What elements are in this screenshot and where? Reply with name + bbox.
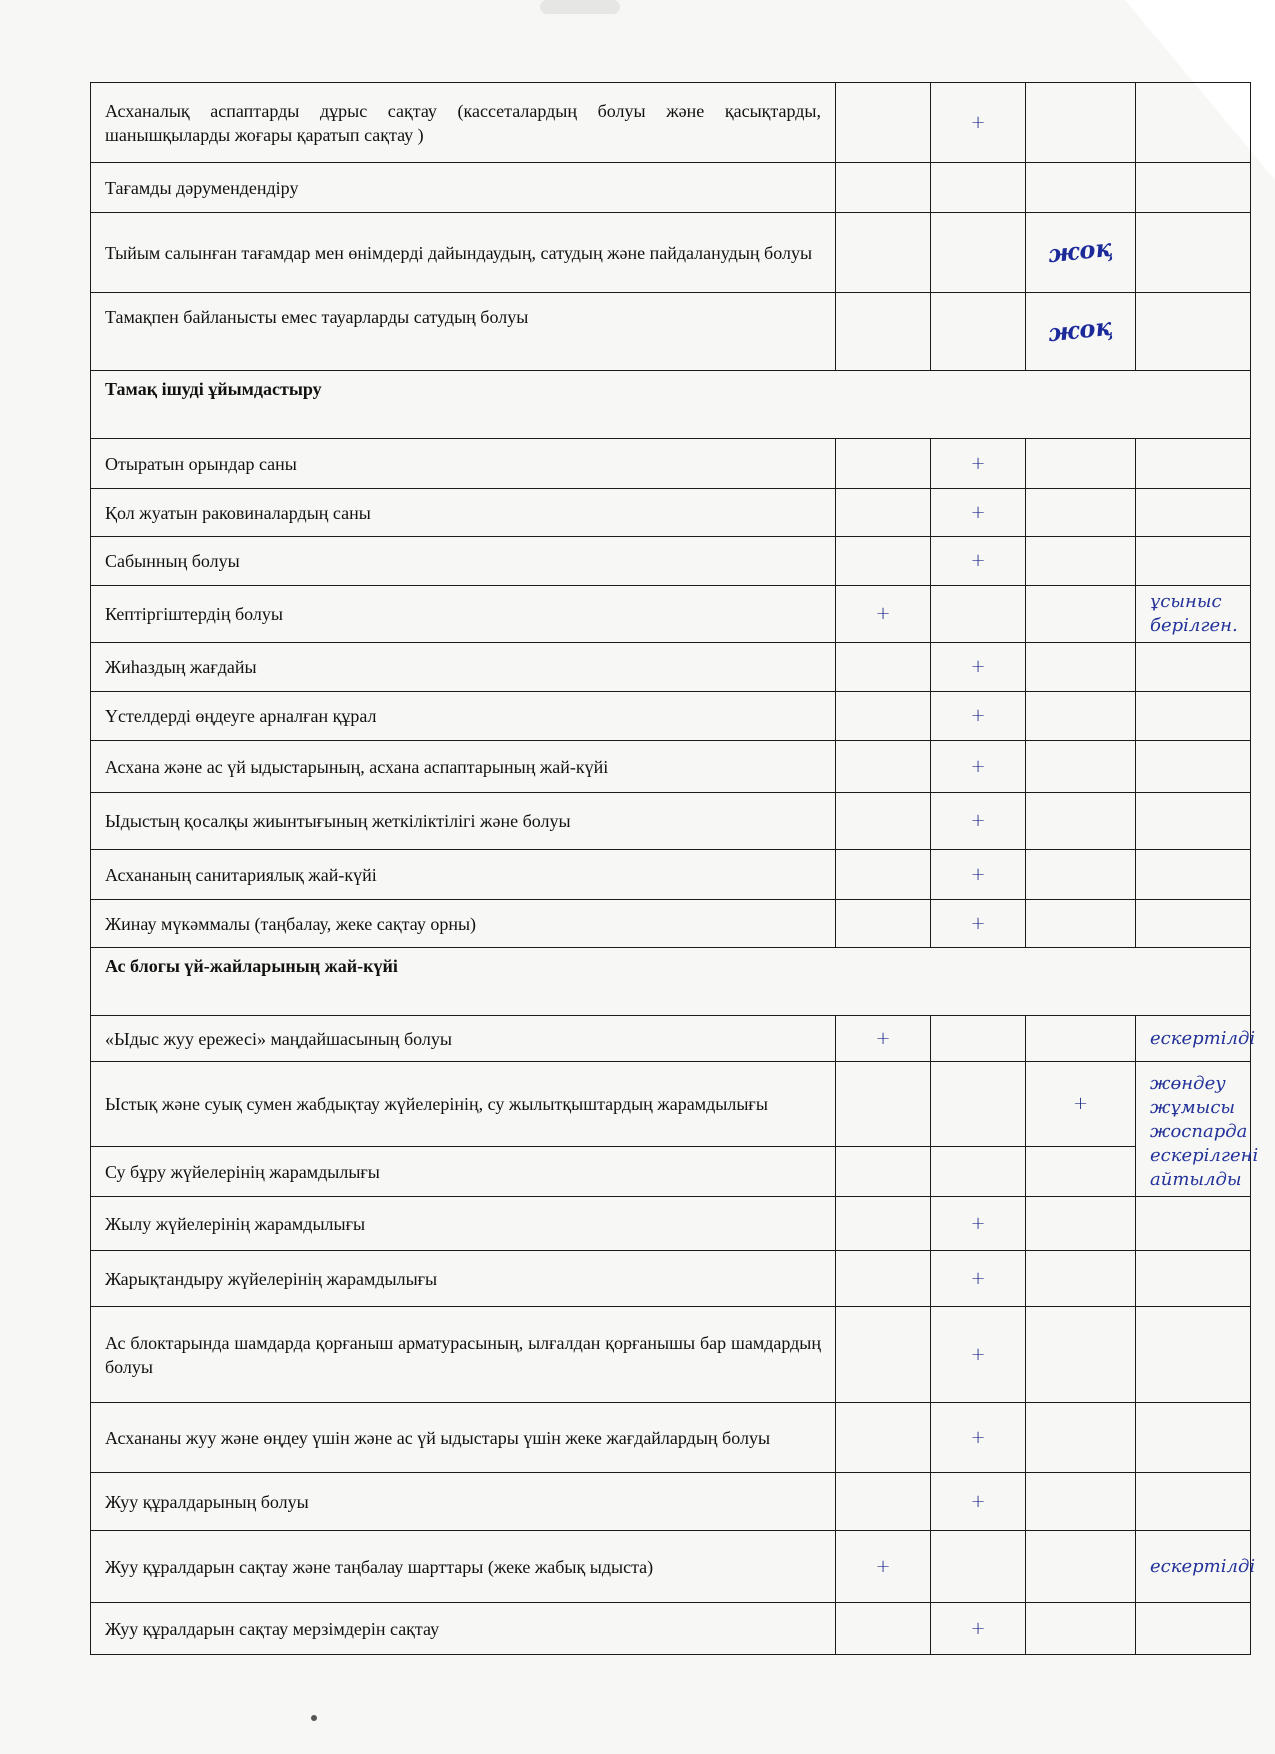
note-cell [1136, 1307, 1251, 1403]
mark-cell-2 [931, 293, 1026, 371]
mark-cell-1 [836, 1062, 931, 1147]
mark-cell-2 [931, 1016, 1026, 1062]
table-row [91, 1603, 1251, 1655]
table-row [91, 213, 1251, 293]
mark-cell-3 [1026, 692, 1136, 741]
table-row [91, 741, 1251, 793]
note-cell [1136, 537, 1251, 586]
criterion-text: Асхананың санитариялық жай-күйі [91, 850, 836, 900]
note-cell [1136, 293, 1251, 371]
mark-cell-2: + [931, 692, 1026, 741]
mark-cell-3 [1026, 439, 1136, 489]
mark-cell-3 [1026, 1251, 1136, 1307]
mark-cell-2: + [931, 439, 1026, 489]
mark-cell-1 [836, 900, 931, 948]
criterion-text: Асхананы жуу және өңдеу үшін және ас үй ыдыстары үшін жеке жағдайлардың болуы [91, 1403, 836, 1473]
note-cell [1136, 900, 1251, 948]
mark-cell-3 [1026, 793, 1136, 850]
mark-cell-2 [931, 586, 1026, 643]
mark-cell-1 [836, 489, 931, 537]
criterion-text: Ас блоктарында шамдарда қорғаныш арматурасының, ылғалдан қорғанышы бар шамдардың болуы [91, 1307, 836, 1403]
mark-cell-1: + [836, 586, 931, 643]
criterion-text: Асхана және ас үй ыдыстарының, асхана аспаптарының жай-күйі [91, 741, 836, 793]
mark-cell-2: + [931, 1197, 1026, 1251]
mark-cell-1 [836, 1403, 931, 1473]
note-cell [1136, 1603, 1251, 1655]
criterion-text: Ыдыстың қосалқы жиынтығының жеткіліктілігі және болуы [91, 793, 836, 850]
mark-cell-1 [836, 439, 931, 489]
note-cell [1136, 1473, 1251, 1531]
mark-cell-2: + [931, 1251, 1026, 1307]
mark-cell-3 [1026, 850, 1136, 900]
mark-cell-2: + [931, 741, 1026, 793]
mark-cell-3 [1026, 489, 1136, 537]
mark-cell-3 [1026, 643, 1136, 692]
table-row [91, 83, 1251, 163]
mark-cell-2: + [931, 83, 1026, 163]
mark-cell-3 [1026, 537, 1136, 586]
table-row [91, 1197, 1251, 1251]
mark-cell-3 [1026, 741, 1136, 793]
mark-cell-3 [1026, 293, 1136, 371]
mark-cell-2 [931, 1531, 1026, 1603]
note-cell [1136, 489, 1251, 537]
scan-dot [311, 1715, 317, 1721]
mark-cell-2 [931, 1147, 1026, 1197]
criterion-text: Отыратын орындар саны [91, 439, 836, 489]
mark-cell-1 [836, 1603, 931, 1655]
table-row [91, 1062, 1251, 1147]
criterion-text: Тыйым салынған тағамдар мен өнімдерді дайындаудың, сатудың және пайдаланудың болуы [91, 213, 836, 293]
note-cell [1136, 1197, 1251, 1251]
criterion-text: Үстелдерді өңдеуге арналған құрал [91, 692, 836, 741]
table-row [91, 1147, 1251, 1197]
table-row [91, 1473, 1251, 1531]
criterion-text: Жуу құралдарын сақтау және таңбалау шарттары (жеке жабық ыдыста) [91, 1531, 836, 1603]
table-row [91, 163, 1251, 213]
note-cell [1136, 692, 1251, 741]
table-row [91, 900, 1251, 948]
mark-cell-1 [836, 83, 931, 163]
note-cell [1136, 850, 1251, 900]
mark-cell-2 [931, 1062, 1026, 1147]
note-cell [1136, 439, 1251, 489]
criterion-text: Жинау мүкәммалы (таңбалау, жеке сақтау орны) [91, 900, 836, 948]
criterion-text: Тамақпен байланысты емес тауарларды сатудың болуы [91, 293, 836, 371]
table-row [91, 439, 1251, 489]
criterion-text: Асханалық аспаптарды дұрыс сақтау (кассеталардың болуы және қасықтарды, шанышқыларды жоғары қаратып сақтау ) [91, 83, 836, 163]
mark-cell-3 [1026, 1147, 1136, 1197]
table-row [91, 1307, 1251, 1403]
criterion-text: Жарықтандыру жүйелерінің жарамдылығы [91, 1251, 836, 1307]
mark-cell-1 [836, 293, 931, 371]
note-cell [1136, 643, 1251, 692]
criterion-text: Сабынның болуы [91, 537, 836, 586]
mark-cell-2: + [931, 489, 1026, 537]
section-title: Тамақ ішуді ұйымдастыру [91, 371, 1251, 439]
mark-cell-3 [1026, 1197, 1136, 1251]
mark-cell-3 [1026, 586, 1136, 643]
criterion-text: Жиһаздың жағдайы [91, 643, 836, 692]
mark-cell-3 [1026, 1016, 1136, 1062]
mark-cell-2: + [931, 793, 1026, 850]
note-cell: ескертілді [1136, 1016, 1251, 1062]
handwritten-mark: жоқ [1046, 232, 1114, 269]
scan-smudge [540, 0, 620, 14]
mark-cell-2: + [931, 643, 1026, 692]
mark-cell-2 [931, 213, 1026, 293]
note-cell: ұсыныс берілген. [1136, 586, 1251, 643]
mark-cell-1 [836, 163, 931, 213]
note-cell [1136, 793, 1251, 850]
criterion-text: Жуу құралдарын сақтау мерзімдерін сақтау [91, 1603, 836, 1655]
mark-cell-3 [1026, 213, 1136, 293]
criterion-text: Қол жуатын раковиналардың саны [91, 489, 836, 537]
mark-cell-3 [1026, 900, 1136, 948]
mark-cell-1 [836, 1251, 931, 1307]
mark-cell-1 [836, 793, 931, 850]
section-header-row [91, 948, 1251, 1016]
table-row [91, 293, 1251, 371]
note-cell [1136, 741, 1251, 793]
mark-cell-1 [836, 1473, 931, 1531]
criterion-text: «Ыдыс жуу ережесі» маңдайшасының болуы [91, 1016, 836, 1062]
mark-cell-2 [931, 163, 1026, 213]
table-row [91, 537, 1251, 586]
criterion-text: Жылу жүйелерінің жарамдылығы [91, 1197, 836, 1251]
mark-cell-3 [1026, 1403, 1136, 1473]
section-title: Ас блогы үй-жайларының жай-күйі [91, 948, 1251, 1016]
table-row [91, 1403, 1251, 1473]
criterion-text: Ыстық және суық сумен жабдықтау жүйелерінің, су жылытқыштардың жарамдылығы [91, 1062, 836, 1147]
inspection-checklist-table [90, 82, 1259, 1655]
mark-cell-1 [836, 692, 931, 741]
handwritten-mark: жоқ [1046, 311, 1114, 348]
mark-cell-2: + [931, 900, 1026, 948]
table-row [91, 793, 1251, 850]
mark-cell-3 [1026, 1473, 1136, 1531]
mark-cell-2: + [931, 1307, 1026, 1403]
mark-cell-1 [836, 1307, 931, 1403]
mark-cell-1 [836, 213, 931, 293]
mark-cell-1: + [836, 1531, 931, 1603]
mark-cell-2: + [931, 1473, 1026, 1531]
table-row [91, 1531, 1251, 1603]
table-row [91, 586, 1251, 643]
mark-cell-2: + [931, 537, 1026, 586]
table-row [91, 1016, 1251, 1062]
mark-cell-3 [1026, 1531, 1136, 1603]
note-cell [1136, 163, 1251, 213]
mark-cell-2: + [931, 850, 1026, 900]
mark-cell-2: + [931, 1603, 1026, 1655]
mark-cell-3: + [1026, 1062, 1136, 1147]
mark-cell-1: + [836, 1016, 931, 1062]
note-cell [1136, 1403, 1251, 1473]
section-header-row [91, 371, 1251, 439]
criterion-text: Су бұру жүйелерінің жарамдылығы [91, 1147, 836, 1197]
table-row [91, 489, 1251, 537]
mark-cell-1 [836, 1197, 931, 1251]
mark-cell-1 [836, 537, 931, 586]
note-cell [1136, 1251, 1251, 1307]
mark-cell-3 [1026, 83, 1136, 163]
table-row [91, 692, 1251, 741]
note-cell [1136, 213, 1251, 293]
criterion-text: Тағамды дәрумендендіру [91, 163, 836, 213]
mark-cell-3 [1026, 1603, 1136, 1655]
mark-cell-3 [1026, 1307, 1136, 1403]
table-row [91, 850, 1251, 900]
mark-cell-3 [1026, 163, 1136, 213]
mark-cell-1 [836, 1147, 931, 1197]
note-cell: жөндеу жұмысы жоспарда ескерілгені айтылды [1136, 1062, 1251, 1197]
note-cell [1136, 83, 1251, 163]
note-cell: ескертілді [1136, 1531, 1251, 1603]
mark-cell-1 [836, 850, 931, 900]
criterion-text: Кептіргіштердің болуы [91, 586, 836, 643]
mark-cell-1 [836, 643, 931, 692]
criterion-text: Жуу құралдарының болуы [91, 1473, 836, 1531]
mark-cell-2: + [931, 1403, 1026, 1473]
table-row [91, 1251, 1251, 1307]
mark-cell-1 [836, 741, 931, 793]
table-row [91, 643, 1251, 692]
